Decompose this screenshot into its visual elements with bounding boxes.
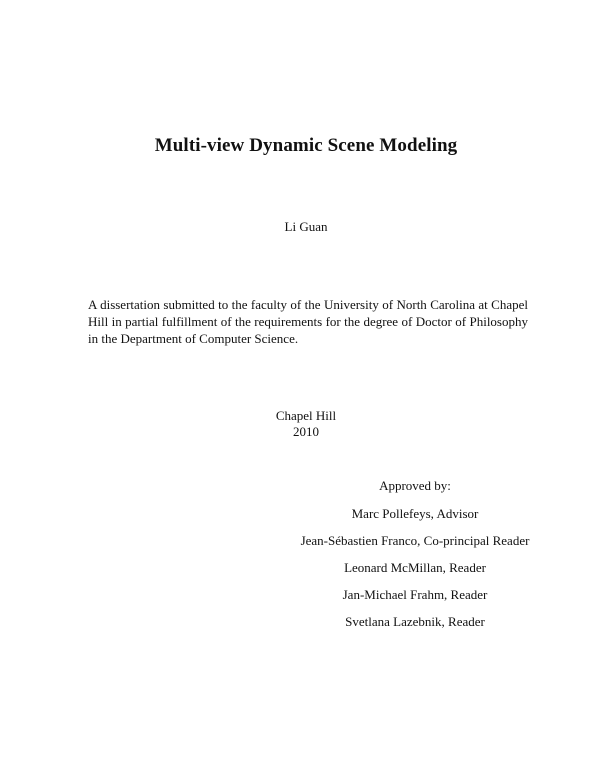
reader-5: Svetlana Lazebnik, Reader [345, 614, 485, 629]
degree-statement: A dissertation submitted to the faculty of the University of North Carolina at Chapel Hill in partial fulfillment of the requirements for the degree of Doctor of Philosophy in the Department of Computer Science. [88, 297, 528, 346]
reader-3: Leonard McMillan, Reader [344, 560, 486, 575]
reader-4: Jan-Michael Frahm, Reader [342, 587, 488, 602]
year: 2010 [293, 424, 319, 439]
approved-by-heading: Approved by: [379, 478, 451, 493]
author-name: Li Guan [284, 219, 328, 234]
approval-block [300, 478, 530, 641]
dissertation-title: Multi-view Dynamic Scene Modeling [154, 135, 458, 156]
place: Chapel Hill [275, 408, 337, 423]
place-and-year [0, 408, 600, 440]
reader-advisor: Marc Pollefeys, Advisor [351, 506, 479, 521]
reader-co-principal: Jean-Sébastien Franco, Co-principal Reader [300, 533, 530, 548]
